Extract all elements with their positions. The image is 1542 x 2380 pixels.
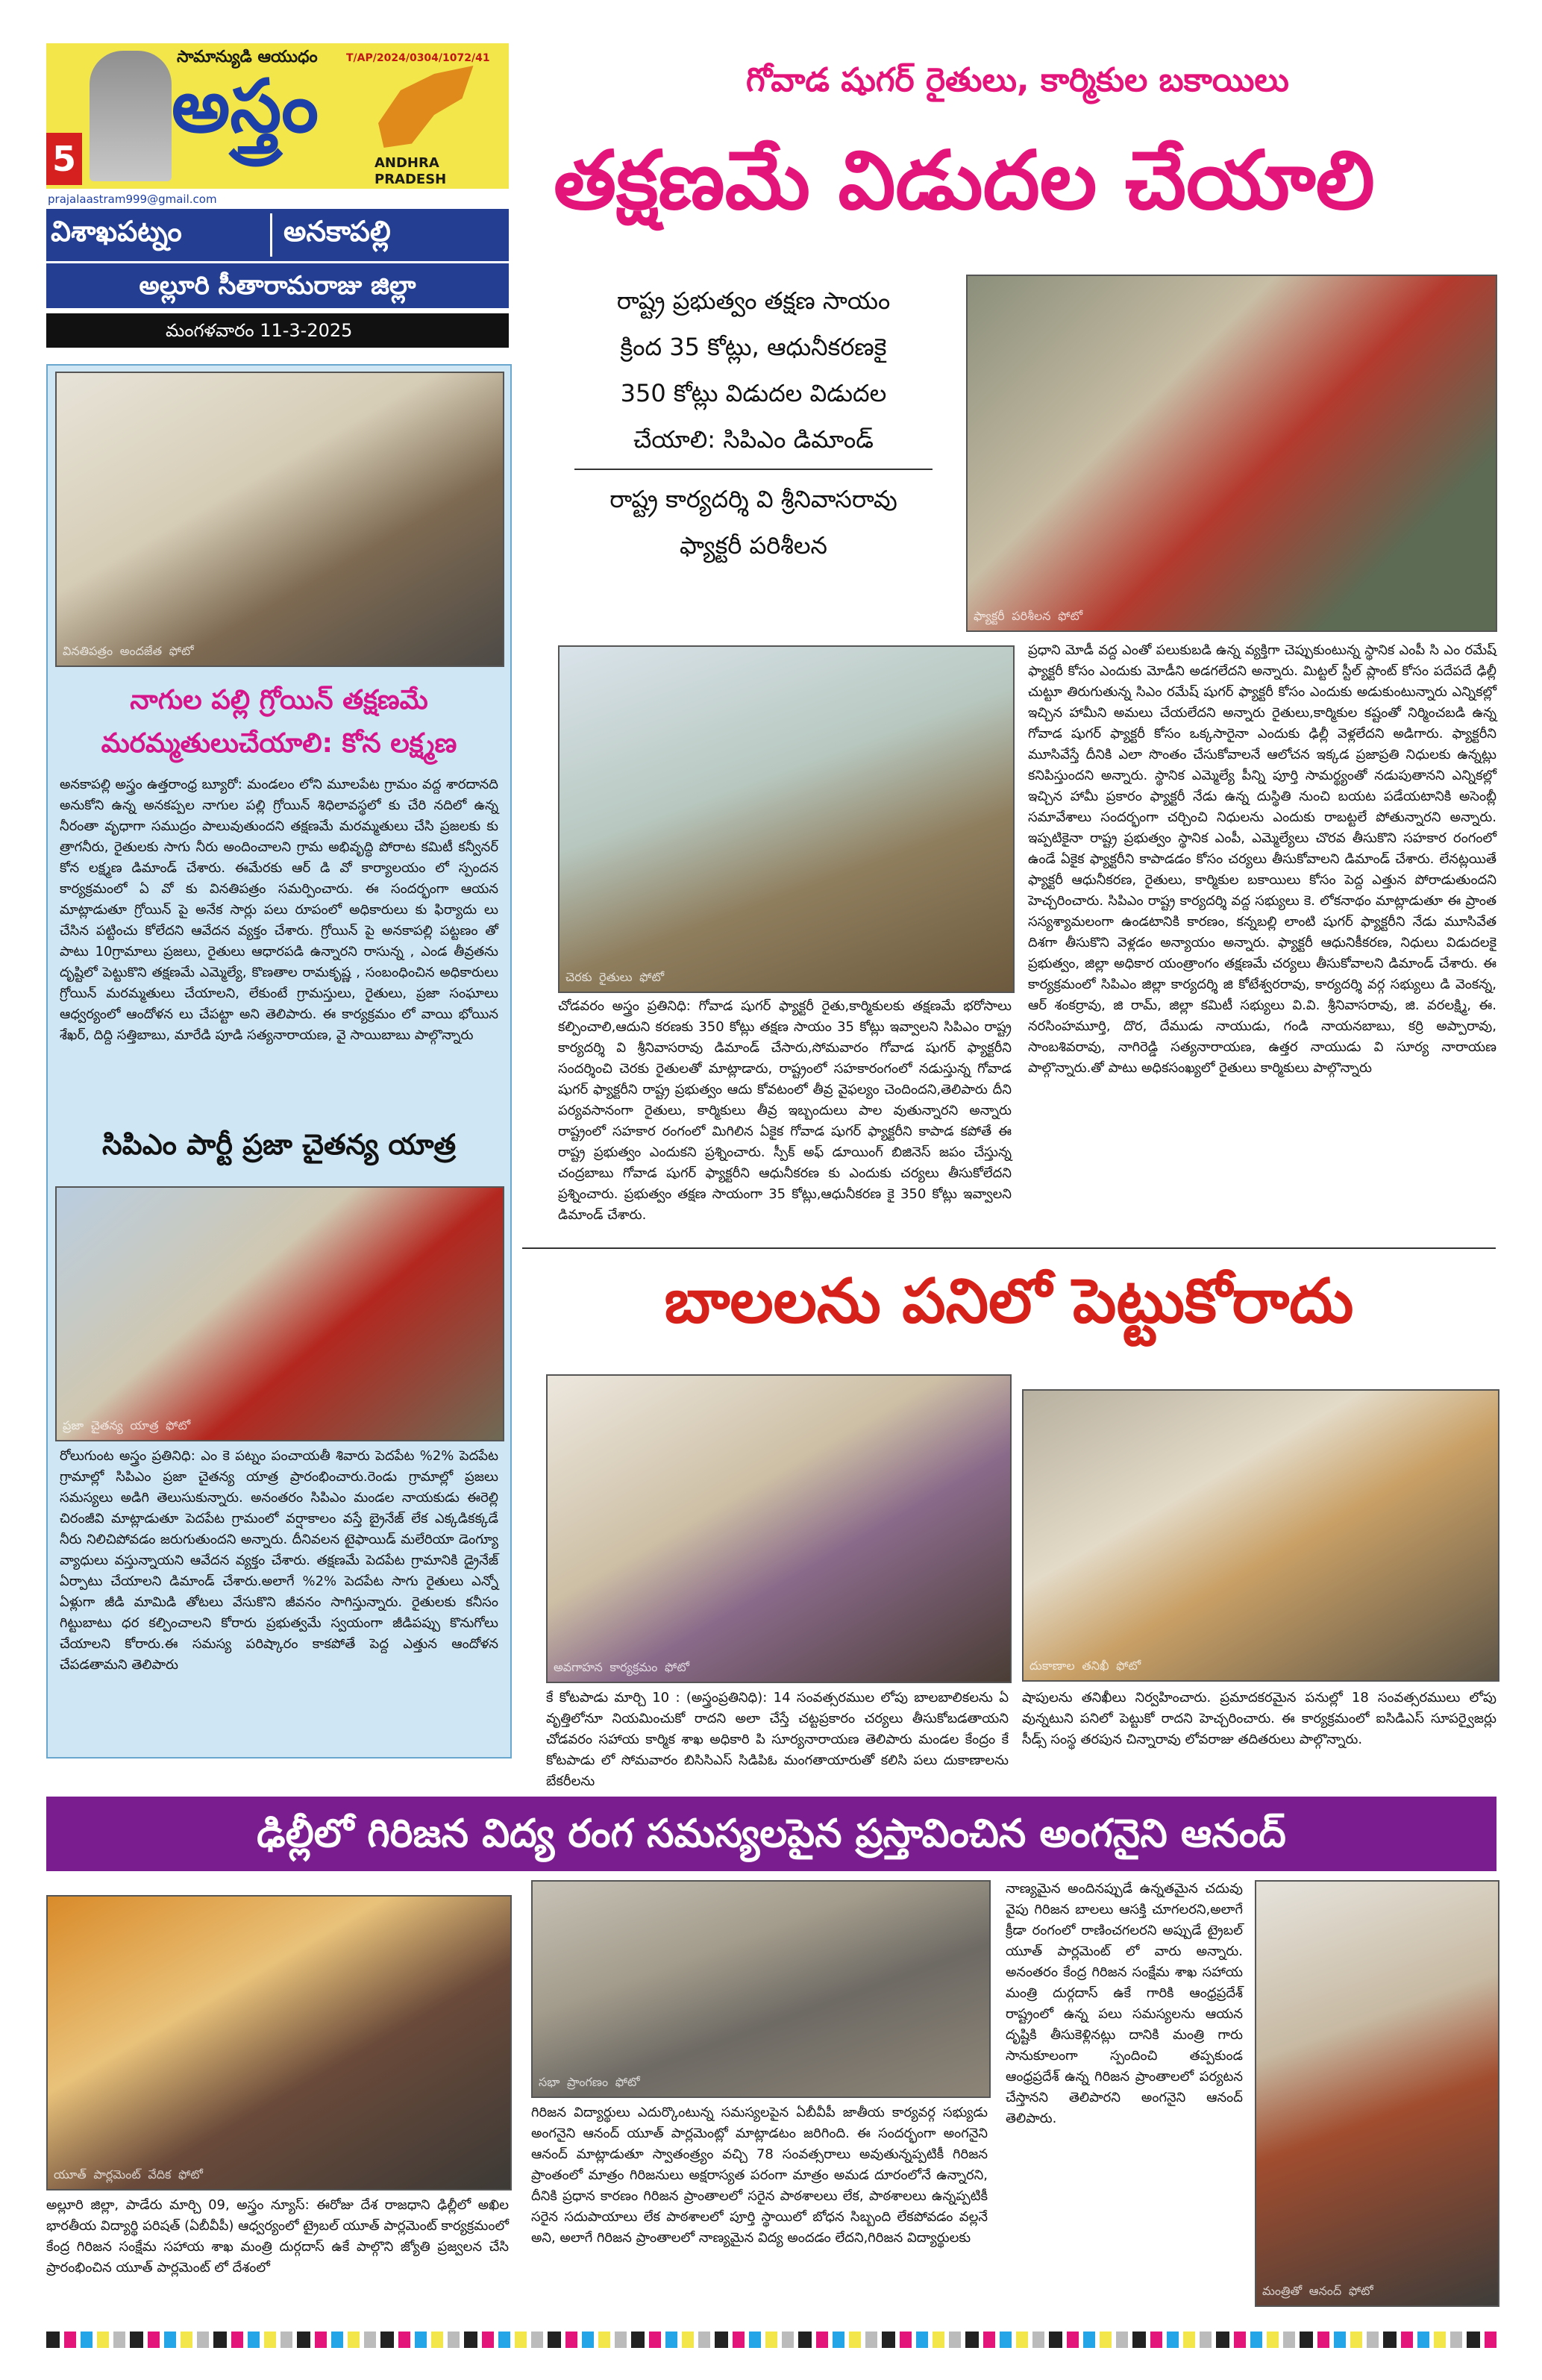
lead-deck [552,278,955,569]
photo-caption: చెరకు రైతులు ఫోటో [565,970,665,984]
deck-line: రాష్ట్ర ప్రభుత్వం తక్షణ సాయం [616,286,891,315]
masthead-email: prajalaastram999@gmail.com [48,192,217,206]
tribal-photo-stage [46,1895,512,2190]
registration-marks [46,2332,1496,2348]
lead-headline: తక్షణమే విడుదల చేయాలి [554,134,1375,228]
tribal-banner: ఢిల్లీలో గిరిజన విద్య రంగ సమస్యలపైన ప్రస్తావించిన అంగనైని ఆనంద్ [46,1797,1496,1871]
photo-caption: అవగాహన కార్యక్రమం ఫోటో [554,1660,689,1674]
dateline: మంగళవారం 11-3-2025 [46,313,509,348]
story1-headline-l1: నాగుల పల్లి గ్రోయిన్ తక్షణమే [130,685,428,715]
photo-caption: యూత్ పార్లమెంట్ వేదిక ఫోటో [54,2167,203,2182]
child-photo-inspection [1022,1389,1499,1682]
masthead-tagline: సామాన్యుడి ఆయుధం [177,48,318,66]
photo-caption: ప్రజా చైతన్య యాత్ర ఫోటో [63,1418,191,1432]
page-number: 5 [46,133,82,185]
masthead-logo: అస్త్రం [172,64,319,149]
tribal-body-right: నాణ్యమైన అందినప్పుడే ఉన్నతమైన చదువు వైపు గిరిజన బాలలు ఆసక్తి చూగలరని,అలాగే క్రీడా రంగంలో రాణించగలరని అప్పుడే ట్రైబల్ యూత్ పార్లమెంట్ లో వారు అన్నారు. అనంతరం కేంద్ర గిరిజన సంక్షేమ శాఖ సహాయ మంత్రి దుర్గదాస్ ఉకే గారికి ఆంధ్రప్రదేశ్ రాష్ట్రంలో ఉన్న పలు సమస్యలను ఆయన దృష్టికి తీసుకెళ్లినట్లు దానికి మంత్రి గారు సానుకూలంగా స్పందించి తప్పకుండ ఆంధ్రప్రదేశ్ ఉన్న గిరిజన ప్రాంతాలలో పర్యటన చేస్తానని తెలిపారని అంగనైని ఆనంద్ తెలిపారు. [1006,1881,1243,2126]
masthead-reg-no: T/AP/2024/0304/1072/41 [346,52,490,64]
andhra-map-icon [367,66,479,148]
left-photo-yatra [55,1186,504,1441]
state-line2: PRADESH [374,172,447,187]
lead-photo-factory-visit [966,275,1497,632]
state-line1: ANDHRA [374,155,439,171]
district-anakapalli: అనకాపల్లి [283,215,391,248]
district-bar-2: అల్లూరి సీతారామరాజు జిల్లా [46,263,509,308]
district-visakhapatnam: విశాఖపట్నం [51,215,182,248]
subdeck-line: రాష్ట్ర కార్యదర్శి వి శ్రీనివాసరావు [609,485,897,513]
masthead [46,43,509,349]
tribal-photo-hall [531,1880,991,2098]
photo-caption: దుకాణాల తనిఖీ ఫోటో [1029,1659,1141,1673]
story2-body: రోలుగుంట అస్త్రం ప్రతినిధి: ఎం కె పట్నం పంచాయతీ శివారు పెదపేట %2% పెదపేట గ్రామాల్లో సిపిఎం ప్రజా చైతన్య యాత్ర ప్రారంభించారు.రెండు గ్రామాల్లో ప్రజలు సమస్యలు అడిగి తెలుసుకున్నారు. అనంతరం సిపిఎం మండల నాయకుడు ఈరెల్లి చిరంజీవి మాట్లాడుతూ పెదపేట గ్రామంలో వర్షాకాలం వస్తే బ్రైనేజ్ లేక ఎక్కడికక్కడే నీరు నిలిచిపోవడం జరుగుతుందని అన్నారు. దీనివలన టైఫాయిడ్ మలేరియా డెంగ్యూ వ్యాధులు వస్తున్నాయని ఆవేదన వ్యక్తం చేశారు. తక్షణమే పెదపేట గ్రామానికి డ్రైనేజ్ ఏర్పాటు చేయాలని డిమాండ్ చేశారు.అలాగే %2% పెదపేట సాగు రైతులు ఎన్నో ఏళ్లుగా జీడి మామిడి తోటలు వేసుకొని జీవనం సాగిస్తున్నారు. రైతులకు కనీసం గిట్టుబాటు ధర కల్పించాలని కోరారు ప్రభుత్వమే స్వయంగా జీడిపప్పు కొనుగోలు చేయాలని కోరారు.ఈ సమస్య పరిష్కారం కాకపోతే పెద్ద ఎత్తున ఆందోళన చేపడతామని తెలిపారు [60,1448,498,1673]
tribal-body-mid: గిరిజన విద్యార్థులు ఎదుర్కొంటున్న సమస్యలపైన ఏబీవీపీ జాతీయ కార్యవర్గ సభ్యుడు అంగనైని ఆనంద్ యూత్ పార్లమెంట్లో మాట్లాడటం జరిగింది. ఈ సందర్భంగా అంగనైని ఆనంద్ మాట్లాడుతూ స్వాతంత్ర్యం వచ్చి 78 సంవత్సరాలు అవుతున్నప్పటికీ గిరిజన ప్రాంతంలో మాత్రం గిరిజనులు అక్షరాస్యత పరంగా మాత్రం అమడ దూరంలోనే ఉన్నారని, దీనికి ప్రధాన కారణం గిరిజన ప్రాంతాలలో సరైన పాఠశాలలు లేక, పాఠశాలలు ఉన్నప్పటికీ సరైన సదుపాయాలు లేక పాఠశాలలో పూర్తి స్థాయిలో బోధన సిబ్బంది లేకపోవడం వల్లనే అని, అలాగే గిరిజన ప్రాంతాలలో నాణ్యమైన విద్య అందడం లేదని,గిరిజన విద్యార్థులకు [531,2105,988,2246]
left-photo-petition [55,372,504,667]
photo-caption: మంత్రితో ఆనంద్ ఫోటో [1262,2284,1373,2298]
story1-body: అనకాపల్లి అస్త్రం ఉత్తరాంధ్ర బ్యూరో: మండలం లోని మూలపేట గ్రామం వద్ద శారదానది అనుకోని ఉన్న అనకప్పల నాగుల పల్లి గ్రోయిన్ శిధిలావస్థలో కు చేరి నదిలో ఉన్న నీరంతా వృధాగా సముద్రం పాలువుతుందని తక్షణమే మరమ్మతులు చేసి ప్రజలకు కు త్రాగనీరు, రైతులకు సాగు నీరు అందించాలని గ్రామ అభివృద్ధి పోరాట కమిటీ కన్వీనర్ కోన లక్ష్మణ డిమాండ్ చేశారు. ఈమేరకు ఆర్ డి వో కార్యాలయం లో స్పందన కార్యక్రమంలో ఏ వో కు వినతిపత్రం సమర్పించారు. ఈ సందర్భంగా ఆయన మాట్లాడుతూ గ్రోయిన్ పై అనేక సార్లు పలు రూపంలో అధికారులు కు ఫిర్యాదు లు చేసిన పట్టించు కోలేదని ఆవేదన వ్యక్తం చేశారు. గ్రోయిన్ పై అనకాపల్లి పట్టణం తో పాటు 10గ్రామాలు ప్రజలు, రైతులు ఆధారపడి ఉన్నారని రాసున్న , ఎండ తీవ్రతను దృష్టిలో పెట్టుకొని తక్షణమే ఎమ్మెల్యే, కొణతాల రామకృష్ణ , సంబంధించిన అధికారులు గ్రోయిన్ మరమ్మతులు చేయాలని, లేకుంటే గ్రామస్తులు, రైతులు, ప్రజా సంఘాలు ఆధ్వర్యంలో ఆందోళన లు చేపట్టా అని తెలిపారు. ఈ కార్యక్రమం లో వాయి భోయిన శేఖర్, దిద్ది సత్తిబాబు, మారేడి పూడి సత్యనారాయణ, వై సాయిబాబు పాల్గొన్నారు [60,777,498,1043]
lead-body-right: ప్రధాని మోడీ వద్ద ఎంతో పలుకుబడి ఉన్న వ్యక్తిగా చెప్పుకుంటున్న స్థానిక ఎంపీ సి ఎం రమేష్ ఫ్యాక్టరీ కోసం ఎందుకు మోడీని అడగలేదని అన్నారు. మిట్టల్ స్టీల్ ప్లాంట్ కోసం పదేపదే ఢిల్లీ చుట్టూ తిరుగుతున్న సిఎం రమేష్ షుగర్ ఫ్యాక్టరీ కోసం ఎందుకు అడుకుంటున్నారు ఎన్నికల్లో ఇచ్చిన హామీని అమలు చేయలేదని అన్నారు రైతులు,కార్మికుల కష్టంతో నిర్మించబడి ఉన్న గోవాడ షుగర్ ఫ్యాక్టరీ కోసం ఒక్కసారైనా ఎందుకు ఢిల్లీ వెళ్లలేదని అడిగారు. ఫ్యాక్టరీని మూసివేస్తే దీనికి ఎలా సొంతం చేసుకోవాలనే ఆలోచన ఇక్కడ ప్రజాప్రతి నిధులకు ఉన్నట్లు కనిపిస్తుందని అన్నారు. స్థానిక ఎమ్మెల్యే పీన్ని పూర్తి సామర్థ్యంతో నడుపుతానని ఎన్నికల్లో ఇచ్చిన హామీ ప్రకారం ఫ్యాక్టరీ నేడు ఉన్న దుస్థితి నుంచి బయట పడేయటానికి అసెంబ్లీ సమావేశాలు సందర్భంగా చర్చించి నిధులను ఎందుకు రాబట్టలే పోతున్నారని అన్నారు. ఇప్పటికైనా రాష్ట్ర ప్రభుత్వం స్థానిక ఎంపీ, ఎమ్మెల్యేలు చొరవ తీసుకొని సహకార రంగంలో ఉండే ఏకైక ఫ్యాక్టరీని కాపాడడం కోసం చర్యలు తీసుకోవాలని డిమాండ్ చేశారు. లేనట్లయితే ఫ్యాక్టరీ ఆధునీకరణ, రైతులు, కార్మికుల బకాయిలు కోసం పెద్ద ఎత్తున పోరాడుతుందని హెచ్చరించారు. సిపిఎం రాష్ట్ర కార్యదర్శి వద్ద సభ్యులు కె. లోకనాథం మాట్లాడుతూ ఈ ప్రాంత సస్యశ్యామలంగా ఉండటానికి కారణం, కన్నబల్లి లాంటి షుగర్ ఫ్యాక్టరీని నేడు మూసివేత దిశగా తీసుకొని వెళ్లడం అన్యాయం అన్నారు. ఫ్యాక్టరీ ఆధునికీకరణ, నిధులు విడుదలకై ప్రభుత్వం, జిల్లా అధికార యంత్రాంగం తక్షణమే చర్యలు తీసుకోవాలని డిమాండ్ చేశారు. ఈ కార్యక్రమంలో సిపిఎం జిల్లా కార్యదర్శి జి కోటేశ్వరరావు, కార్యదర్శి వర్గ సభ్యులు డి వెంకన్న, ఆర్ శంకర్రావు, జి రామ్, జిల్లా కమిటీ సభ్యులు వి.వి. శ్రీనివాసరావు, జి. వరలక్ష్మి, ఈ. నరసింహమూర్తి, దొర, దేముడు నాయుడు, గండి నాయనబాబు, కర్రి అప్పారావు, సాంబశివరావు, నాగిరెడ్డి సత్యనారాయణ, ఉత్తర నాయుడు వి సూర్య నారాయణ పాల్గొన్నారు.తో పాటు అధికసంఖ్యలో రైతులు కార్మికులు పాల్గొన్నారు [1028,642,1496,1076]
lead-kicker: గోవాడ షుగర్ రైతులు, కార్మికుల బకాయిలు [746,61,1289,99]
lead-body-left: చోడవరం అస్త్రం ప్రతినిధి: గోవాడ షుగర్ ఫ్యాక్టరీ రైతు,కార్మికులకు తక్షణమే భరోసాలు కల్పించాలి,ఆదుని కరణకు 350 కోట్లు తక్షణ సాయం 35 కోట్లు ఇవ్వాలని సిపిఎం రాష్ట్ర కార్యదర్శి వి శ్రీనివాసరావు డిమాండ్ చేసారు,సోమవారం గోవాడ షుగర్ ఫ్యాక్టరీని సందర్శించి చెరకు రైతులతో మాట్లాడారు, రాష్ట్రంలో సహకారంగంలో నడుస్తున్న గోవాడ షుగర్ ఫ్యాక్టరీని రాష్ట్ర ప్రభుత్వం ఆదు కోవటంలో తీవ్ర వైఫల్యం చెందిందని,తెలిపారు దీని పర్యవసానంగా రైతులు, కార్మికులు తీవ్ర ఇబ్బందులు పాల వుతున్నారని అన్నారు రాష్ట్రంలో సహకార రంగంలో మిగిలిన ఏకైక గోవాడ షుగర్ ఫ్యాక్టరీని కాపాడ కపోతే ఈ రాష్ట్ర ప్రభుత్వం ఎందుకని ప్రశ్నించారు. స్పీక్ అఫ్ డూయింగ్ బిజినెస్ జపం చేస్తున్న చంద్రబాబు గోవాడ షుగర్ ఫ్యాక్టరీని ఆధునీకరణ కు ఎందుకు చర్యలు తీసుకోలేదని ప్రశ్నించారు. ప్రభుత్వం తక్షణ సాయంగా 35 కోట్లు,ఆధునీకరణ కై 350 కోట్లు ఇవ్వాలని డిమాండ్ చేశారు. [558,998,1012,1223]
child-photo-awareness [546,1374,1012,1683]
masthead-logo-block [46,43,509,206]
district-divider [270,213,272,257]
story2-headline: సిపిఎం పార్టీ ప్రజా చైతన్య యాత్ర [101,1128,457,1161]
district-bar [46,209,509,261]
child-body-right: షాపులను తనిఖీలు నిర్వహించారు. ప్రమాదకరమైన పనుల్లో 18 సంవత్సరములు లోపు వున్నటుని పనిలో పెట్టుకో రాదని హెచ్చరించారు. ఈ కార్యక్రమంలో ఐసిడిఎస్ సూపర్వైజర్లు సీడ్స్ సంస్థ తరపున చిన్నారావు లోవరాజు తదితరులు పాల్గొన్నారు. [1022,1690,1496,1747]
left-column [46,364,512,1759]
deck-line: క్రింద 35 కోట్లు, ఆధునీకరణకై [620,333,887,361]
buddha-emblem [90,51,172,181]
child-body-left: కే కోటపాడు మార్చి 10 : (అస్త్రంప్రతినిధి): 14 సంవత్సరముల లోపు బాలబాలికలను ఏ వృత్తిలోనూ నియమించుకో రాదని అలా చేస్తే చట్టప్రకారం చర్యలు తీసుకోబడతాయని చోడవరం సహాయ కార్మిక శాఖ అధికారి పి సూర్యనారాయణ తెలిపారు మండల కేంద్రం కే కోటపాడు లో సోమవారం బిసిసిఎస్ సిడిపిఓ మంగతాయారుతో కలిసి పలు దుకాణాలను బేకరీలను [546,1690,1009,1789]
photo-caption: సభా ప్రాంగణం ఫోటో [539,2075,640,2089]
deck-line: చేయాలి: సిపిఎం డిమాండ్ [633,425,874,454]
story1-headline-l2: మరమ్మతులుచేయాలి: కోన లక్ష్మణ [101,728,457,759]
subdeck-line: ఫ్యాక్టరీ పరిశీలన [680,531,827,560]
section-divider [522,1247,1496,1249]
photo-caption: వినతిపత్రం అందజేత ఫోటో [63,644,194,658]
lead-photo-sugarcane [558,645,1015,993]
child-labour-headline: బాలలను పనిలో పెట్టుకోరాదు [664,1266,1354,1337]
photo-caption: ఫ్యాక్టరీ పరిశీలన ఫోటో [974,609,1083,623]
deck-divider [574,469,933,470]
deck-line: 350 కోట్లు విడుదల విడుదల [620,379,887,407]
tribal-photo-minister [1255,1880,1499,2307]
tribal-body-left: అల్లూరి జిల్లా, పాడేరు మార్చి 09, అస్త్రం న్యూస్: ఈరోజు దేశ రాజధాని ఢిల్లీలో అఖిల భారతీయ విద్యార్థి పరిషత్ (ఏబీవీపీ) ఆధ్వర్యంలో ట్రైబల్ యూత్ పార్లమెంట్ కార్యక్రమంలో కేంద్ర గిరిజన సంక్షేమ సహాయ శాఖ మంత్రి దుర్గదాస్ ఉకే పాల్గొని జ్యోతి ప్రజ్వలన చేసి ప్రారంభించిన యూత్ పార్లమెంట్ లో దేశంలో [46,2197,509,2276]
